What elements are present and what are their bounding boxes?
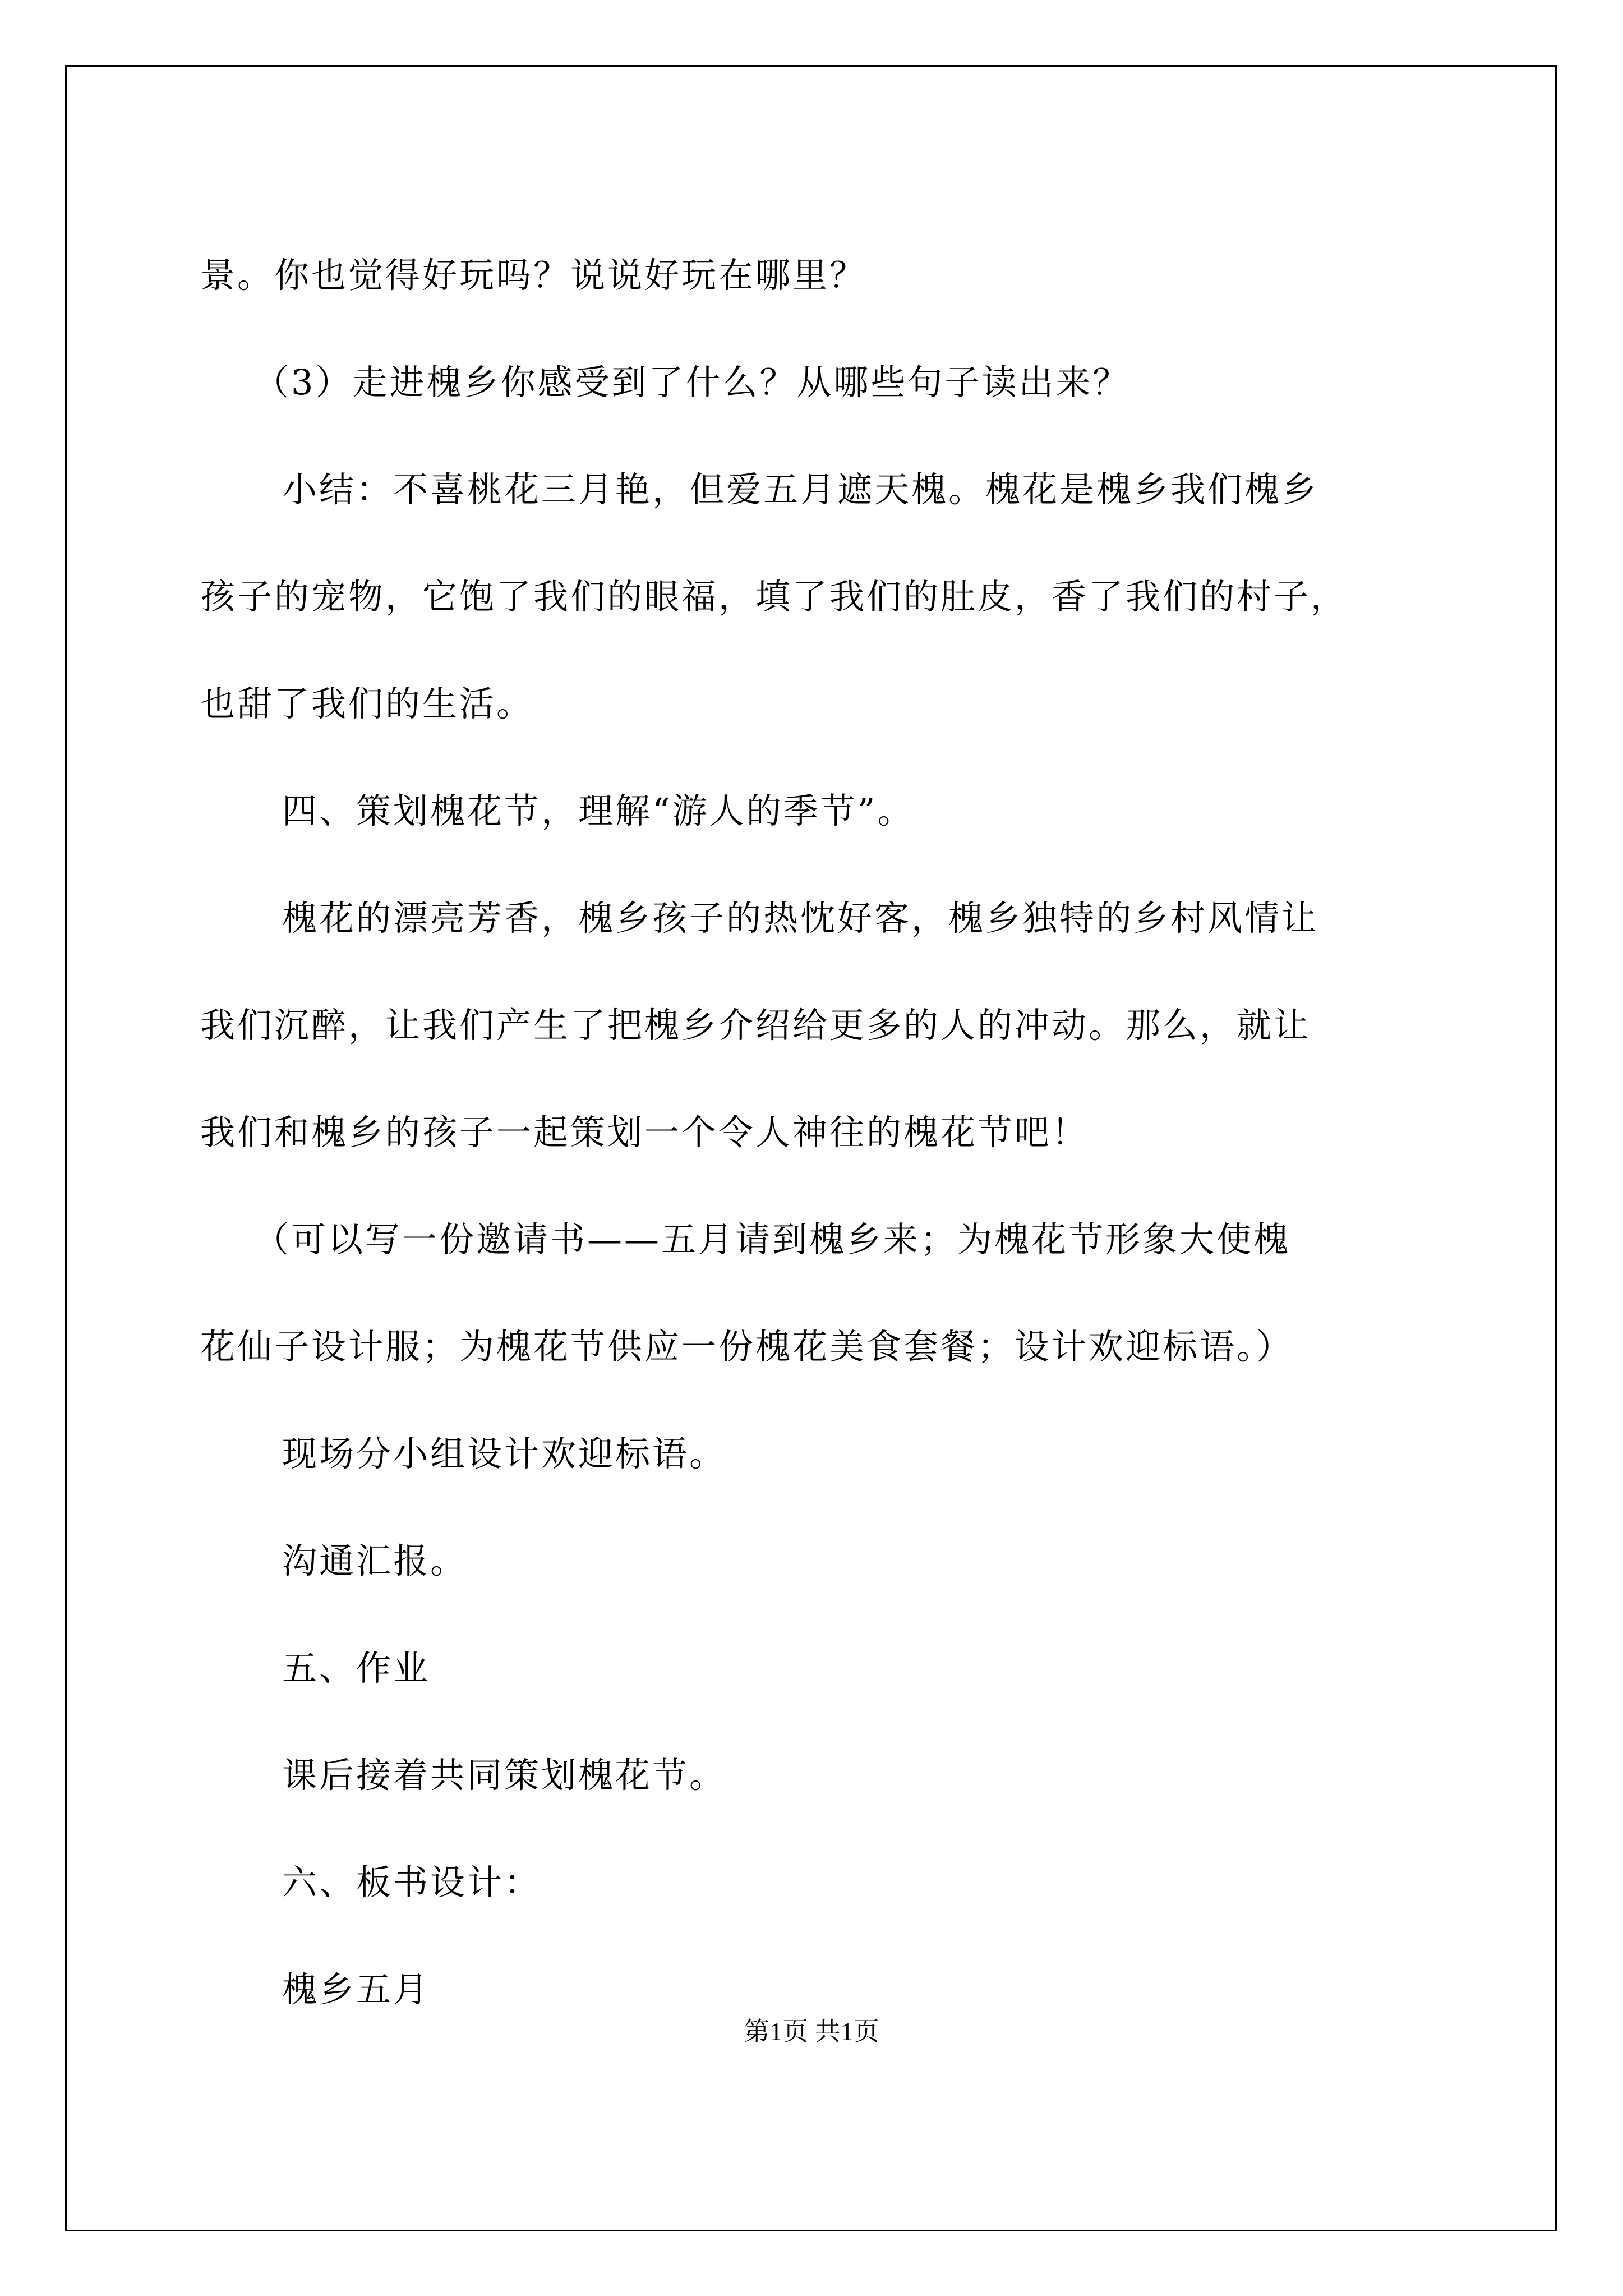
paragraph-line: 景。你也觉得好玩吗？说说好玩在哪里？ bbox=[200, 255, 867, 296]
section-heading: 四、策划槐花节，理解“游人的季节”。 bbox=[282, 790, 915, 831]
paragraph-line: 课后接着共同策划槐花节。 bbox=[282, 1755, 727, 1796]
paragraph-line: 孩子的宠物，它饱了我们的眼福，填了我们的肚皮，香了我们的村子， bbox=[200, 576, 1348, 617]
paragraph-line: 槐花的漂亮芳香，槐乡孩子的热忱好客，槐乡独特的乡村风情让 bbox=[282, 898, 1319, 938]
paragraph-line: （3）走进槐乡你感受到了什么？从哪些句子读出来？ bbox=[254, 362, 1130, 403]
section-heading: 五、作业 bbox=[282, 1648, 431, 1688]
paragraph-line: 现场分小组设计欢迎标语。 bbox=[282, 1433, 727, 1474]
paragraph-line: 我们沉醉，让我们产生了把槐乡介绍给更多的人的冲动。那么，就让 bbox=[200, 1005, 1311, 1046]
page-footer: 第1页 共1页 bbox=[744, 2017, 879, 2046]
paragraph-line: 沟通汇报。 bbox=[282, 1540, 468, 1581]
paragraph-line: （可以写一份邀请书——五月请到槐乡来；为槐花节形象大使槐 bbox=[254, 1219, 1291, 1260]
paragraph-line: 我们和槐乡的孩子一起策划一个令人神往的槐花节吧！ bbox=[200, 1112, 1089, 1153]
paragraph-line: 花仙子设计服；为槐花节供应一份槐花美食套餐；设计欢迎标语。） bbox=[200, 1326, 1294, 1367]
paragraph-line: 小结：不喜桃花三月艳，但爱五月遮天槐。槐花是槐乡我们槐乡 bbox=[282, 469, 1319, 510]
paragraph-line: 也甜了我们的生活。 bbox=[200, 683, 534, 724]
section-heading: 六、板书设计： bbox=[282, 1862, 542, 1903]
document-body bbox=[200, 222, 1468, 2043]
paragraph-line: 槐乡五月 bbox=[282, 1969, 431, 2010]
